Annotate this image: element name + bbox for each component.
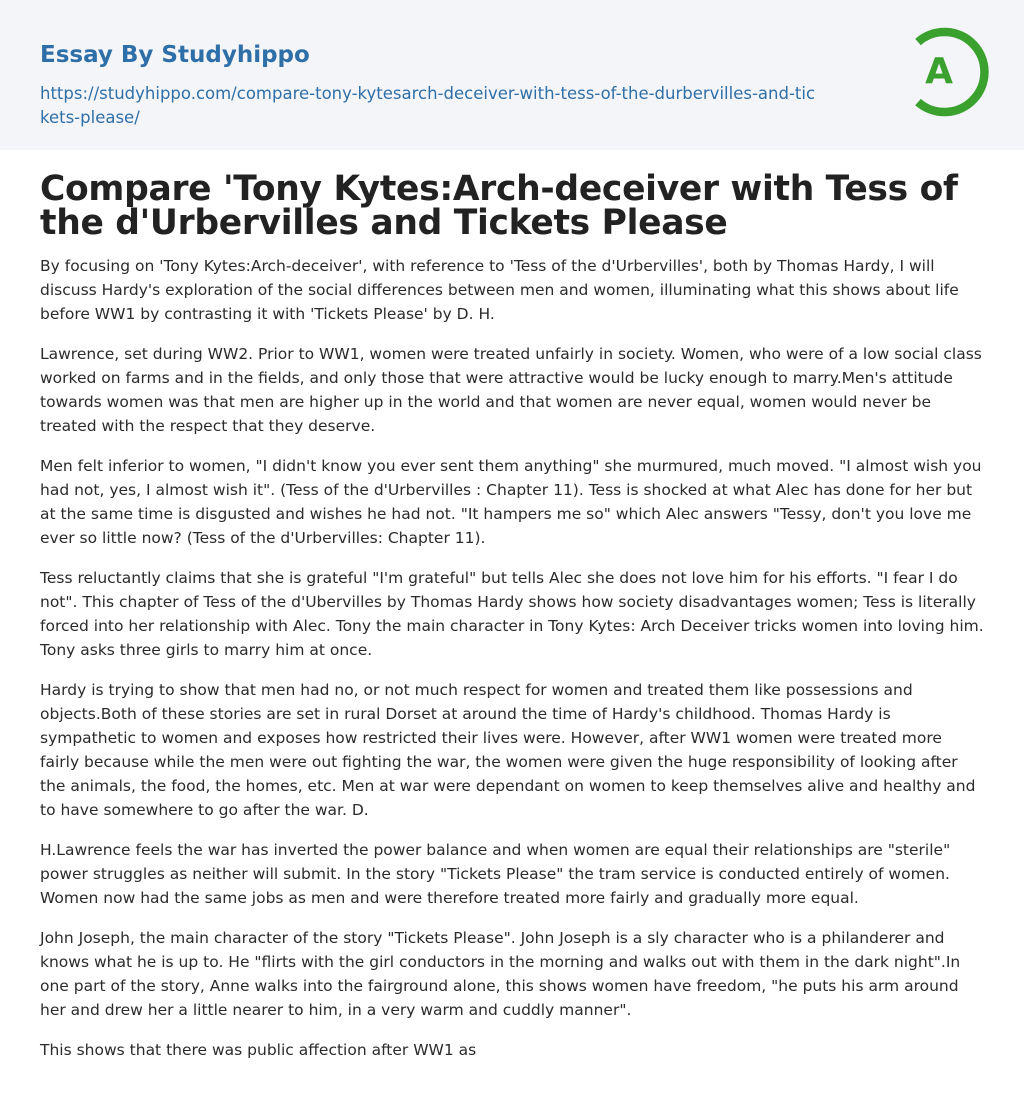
brand-title[interactable]: Essay By Studyhippo [40,42,310,68]
essay-paragraph: By focusing on 'Tony Kytes:Arch-deceiver', with reference to 'Tess of the d'Urbervilles', both by Thomas Hardy, I will discuss Hardy's exploration of the social differences between men and women, illuminating what this shows about life before WW1 by contrasting it with 'Tickets Please' by D. H. [40,257,959,323]
essay-paragraph: Hardy is trying to show that men had no, or not much respect for women and treated them like possessions and objects.Both of these stories are set in rural Dorset at around the time of Hardy's childhood. Thomas Hardy is sympathetic to women and exposes how restricted their lives were. However, after WW1 women were treated more fairly because while the men were out fighting the war, the women were given the huge responsibility of looking after the animals, the food, the homes, etc. Men at war were dependant on women to keep themselves alive and healthy and to have somewhere to go after the war. D. [40,681,976,819]
essay-body [40,254,984,1062]
studyhippo-logo-icon[interactable] [904,26,994,118]
essay-paragraph: Tess reluctantly claims that she is grateful "I'm grateful" but tells Alec she does not love him for his efforts. "I fear I do not". This chapter of Tess of the d'Ubervilles by Thomas Hardy shows how society disadvantages women; Tess is literally forced into her relationship with Alec. Tony the main character in Tony Kytes: Arch Deceiver tricks women into loving him. Tony asks three girls to marry him at once. [40,569,984,659]
logo-letter: A [925,51,953,92]
essay-paragraph: Lawrence, set during WW2. Prior to WW1, women were treated unfairly in society. Women, who were of a low social class worked on farms and in the fields, and only those that were attractive would be lucky enough to marry.Men's attitude towards women was that men are higher up in the world and that women are never equal, women would never be treated with the respect that they deserve. [40,345,982,435]
essay-paragraph: This shows that there was public affection after WW1 as [40,1041,477,1059]
site-header [0,0,1024,150]
essay-content [0,169,1024,1062]
source-url-link[interactable]: https://studyhippo.com/compare-tony-kytesarch-deceiver-with-tess-of-the-durbervilles-and-tickets-please/ [40,84,816,127]
essay-paragraph: Men felt inferior to women, "I didn't know you ever sent them anything" she murmured, much moved. "I almost wish you had not, yes, I almost wish it". (Tess of the d'Urbervilles : Chapter 11). Tess is shocked at what Alec has done for her but at the same time is disgusted and wishes he had not. "It hampers me so" which Alec answers "Tessy, don't you love me ever so little now? (Tess of the d'Urbervilles: Chapter 11). [40,457,982,547]
essay-title: Compare 'Tony Kytes:Arch-deceiver with Tess of the d'Urbervilles and Tickets Please [40,169,958,243]
essay-paragraph: John Joseph, the main character of the story "Tickets Please". John Joseph is a sly character who is a philanderer and knows what he is up to. He "flirts with the girl conductors in the morning and walks out with them in the dark night".In one part of the story, Anne walks into the fairground alone, this shows women have freedom, "he puts his arm around her and drew her a little nearer to him, in a very warm and cuddly manner". [40,929,961,1019]
essay-paragraph: H.Lawrence feels the war has inverted the power balance and when women are equal their relationships are "sterile" power struggles as neither will submit. In the story "Tickets Please" the tram service is conducted entirely of women. Women now had the same jobs as men and were therefore treated more fairly and gradually more equal. [40,841,951,907]
